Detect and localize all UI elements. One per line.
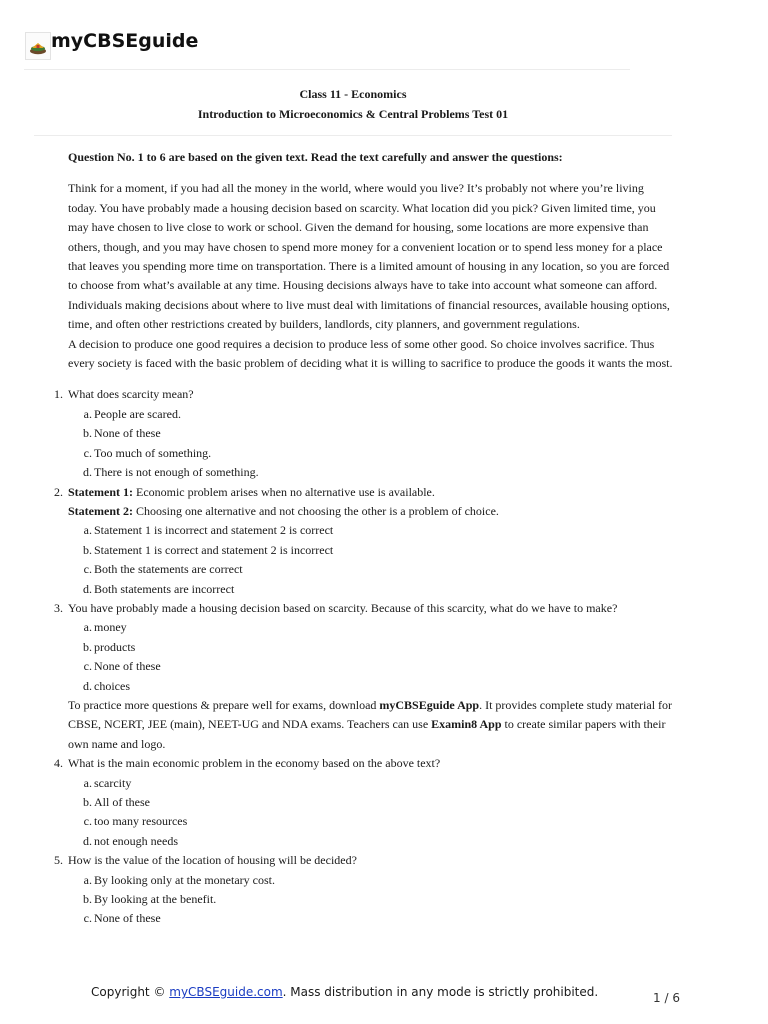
question-5 xyxy=(54,851,674,929)
option-text: None of these xyxy=(94,659,161,674)
option-letter: d. xyxy=(83,581,92,596)
option-b xyxy=(68,541,674,560)
question-number: 4. xyxy=(54,756,63,771)
question-text: What does scarcity mean? xyxy=(68,387,194,402)
option-letter: a. xyxy=(83,406,92,421)
promo-text: . It provides complete study material for CBSE, NCERT, JEE (main), NEET-UG and NDA exams. Teachers can use xyxy=(68,697,673,732)
reading-passage xyxy=(68,179,674,373)
option-list xyxy=(68,521,674,599)
option-text: Both the statements are correct xyxy=(94,562,243,577)
option-text: products xyxy=(94,639,136,654)
question-list xyxy=(54,385,674,928)
option-list xyxy=(68,405,674,483)
option-text: None of these xyxy=(94,911,161,926)
option-d xyxy=(68,677,674,696)
promo-text: to create similar papers with their own name and logo. xyxy=(68,717,666,751)
mycbseguide-logo-icon xyxy=(25,32,51,60)
mycbseguide-link[interactable]: myCBSEguide.com xyxy=(169,985,283,999)
option-letter: b. xyxy=(83,795,92,809)
option-letter: d. xyxy=(83,833,92,848)
option-letter: c. xyxy=(83,911,92,926)
question-number: 2. xyxy=(54,484,63,499)
option-letter: d. xyxy=(83,465,92,480)
option-a xyxy=(68,871,674,890)
option-c xyxy=(68,657,674,676)
question-number: 5. xyxy=(54,853,63,868)
option-text: Both statements are incorrect xyxy=(94,581,235,596)
option-d xyxy=(68,580,674,599)
page-number: 1 / 6 xyxy=(653,991,680,1005)
option-letter: d. xyxy=(83,678,92,693)
statement-label: Statement 2: xyxy=(68,503,133,518)
option-c xyxy=(68,444,674,463)
class-title: Class 11 - Economics xyxy=(299,87,407,101)
option-text: There is not enough of something. xyxy=(94,465,259,480)
question-3 xyxy=(54,599,674,696)
brand-name: myCBSEguide xyxy=(51,30,199,52)
test-title-block xyxy=(34,83,672,136)
option-text: Statement 1 is correct and statement 2 is incorrect xyxy=(94,542,334,557)
option-text: choices xyxy=(94,678,130,693)
option-a xyxy=(68,618,674,637)
promo-app-name: myCBSEguide App xyxy=(379,697,480,712)
question-2 xyxy=(54,483,674,599)
question-text: What is the main economic problem in the economy based on the above text? xyxy=(68,756,441,771)
option-letter: a. xyxy=(83,872,92,887)
option-letter: c. xyxy=(83,659,92,674)
option-letter: c. xyxy=(83,445,92,460)
promo-text: To practice more questions & prepare well for exams, download xyxy=(68,697,380,712)
option-letter: b. xyxy=(83,426,92,441)
copyright-text: . Mass distribution in any mode is strictly prohibited. xyxy=(282,985,599,999)
option-d xyxy=(68,832,674,851)
statement-1 xyxy=(68,483,674,502)
option-c xyxy=(68,909,674,928)
option-letter: c. xyxy=(83,562,92,577)
app-promo-text xyxy=(68,696,674,754)
option-letter: b. xyxy=(83,542,92,557)
test-title: Introduction to Microeconomics & Central Problems Test 01 xyxy=(197,107,509,121)
option-text: By looking only at the monetary cost. xyxy=(94,872,275,887)
option-text: None of these xyxy=(94,426,161,441)
question-1 xyxy=(54,385,674,482)
passage-paragraph-1: Think for a moment, if you had all the money in the world, where would you live? It’s probably not where you’re living today. You have probably made a housing decision based on scarcity. What location did you pick? Given limited time, you may have chosen to live close to work or school. Given the demand for housing, some locations are more expensive than others, though, and you may have chosen to spend more money for a convenient location or to spend less money for a place that leaves you spending more time on transportation. There is a limited amount of housing in any location, so you are forced to choose from what’s available at any time. Housing decisions always have to take into account what someone can afford. Individuals making decisions about where to live must deal with limitations of financial resources, available housing options, time, and often other restrictions created by builders, landlords, city planners, and government regulations. xyxy=(68,181,670,332)
option-text: Statement 1 is incorrect and statement 2 is correct xyxy=(94,523,334,538)
option-d xyxy=(68,463,674,482)
option-a xyxy=(68,774,674,793)
option-text: scarcity xyxy=(94,775,132,790)
option-b xyxy=(68,424,674,443)
option-letter: a. xyxy=(83,775,92,790)
option-text: not enough needs xyxy=(94,833,178,848)
copyright-footer xyxy=(91,985,598,999)
promo-app-name: Examin8 App xyxy=(431,717,502,732)
option-text: By looking at the benefit. xyxy=(94,892,217,907)
passage-paragraph-2: A decision to produce one good requires a decision to produce less of some other good. So choice involves sacrifice. Thus every society is faced with the basic problem of deciding what it is willing to sacrifice to produce the goods it wants the most. xyxy=(68,336,673,371)
option-text: People are scared. xyxy=(94,406,181,421)
page-header xyxy=(24,28,630,70)
option-a xyxy=(68,405,674,424)
option-list xyxy=(68,618,674,696)
option-a xyxy=(68,521,674,540)
option-letter: a. xyxy=(83,620,92,635)
question-4 xyxy=(54,754,674,851)
option-list xyxy=(68,774,674,852)
option-list xyxy=(68,871,674,929)
option-letter: b. xyxy=(83,892,92,907)
question-text: How is the value of the location of housing will be decided? xyxy=(68,853,357,868)
option-text: All of these xyxy=(94,795,150,809)
question-paper xyxy=(54,148,674,929)
copyright-text: Copyright © xyxy=(91,985,170,999)
option-c xyxy=(68,812,674,831)
instruction-text: Question No. 1 to 6 are based on the given text. Read the text carefully and answer the questions: xyxy=(68,150,563,164)
option-letter: c. xyxy=(83,814,92,829)
option-b xyxy=(68,793,674,812)
question-number: 3. xyxy=(54,600,63,615)
question-number: 1. xyxy=(54,387,63,402)
option-text: too many resources xyxy=(94,814,188,829)
statement-label: Statement 1: xyxy=(68,484,133,499)
option-letter: a. xyxy=(83,523,92,538)
option-text: money xyxy=(94,620,127,635)
statement-text: Choosing one alternative and not choosing the other is a problem of choice. xyxy=(132,503,499,518)
option-letter: b. xyxy=(83,639,92,654)
question-text: You have probably made a housing decision based on scarcity. Because of this scarcity, what do we have to make? xyxy=(68,600,618,615)
statement-text: Economic problem arises when no alternative use is available. xyxy=(132,484,435,499)
statement-2 xyxy=(68,502,674,521)
option-b xyxy=(68,638,674,657)
option-b xyxy=(68,890,674,909)
option-c xyxy=(68,560,674,579)
option-text: Too much of something. xyxy=(94,445,212,460)
